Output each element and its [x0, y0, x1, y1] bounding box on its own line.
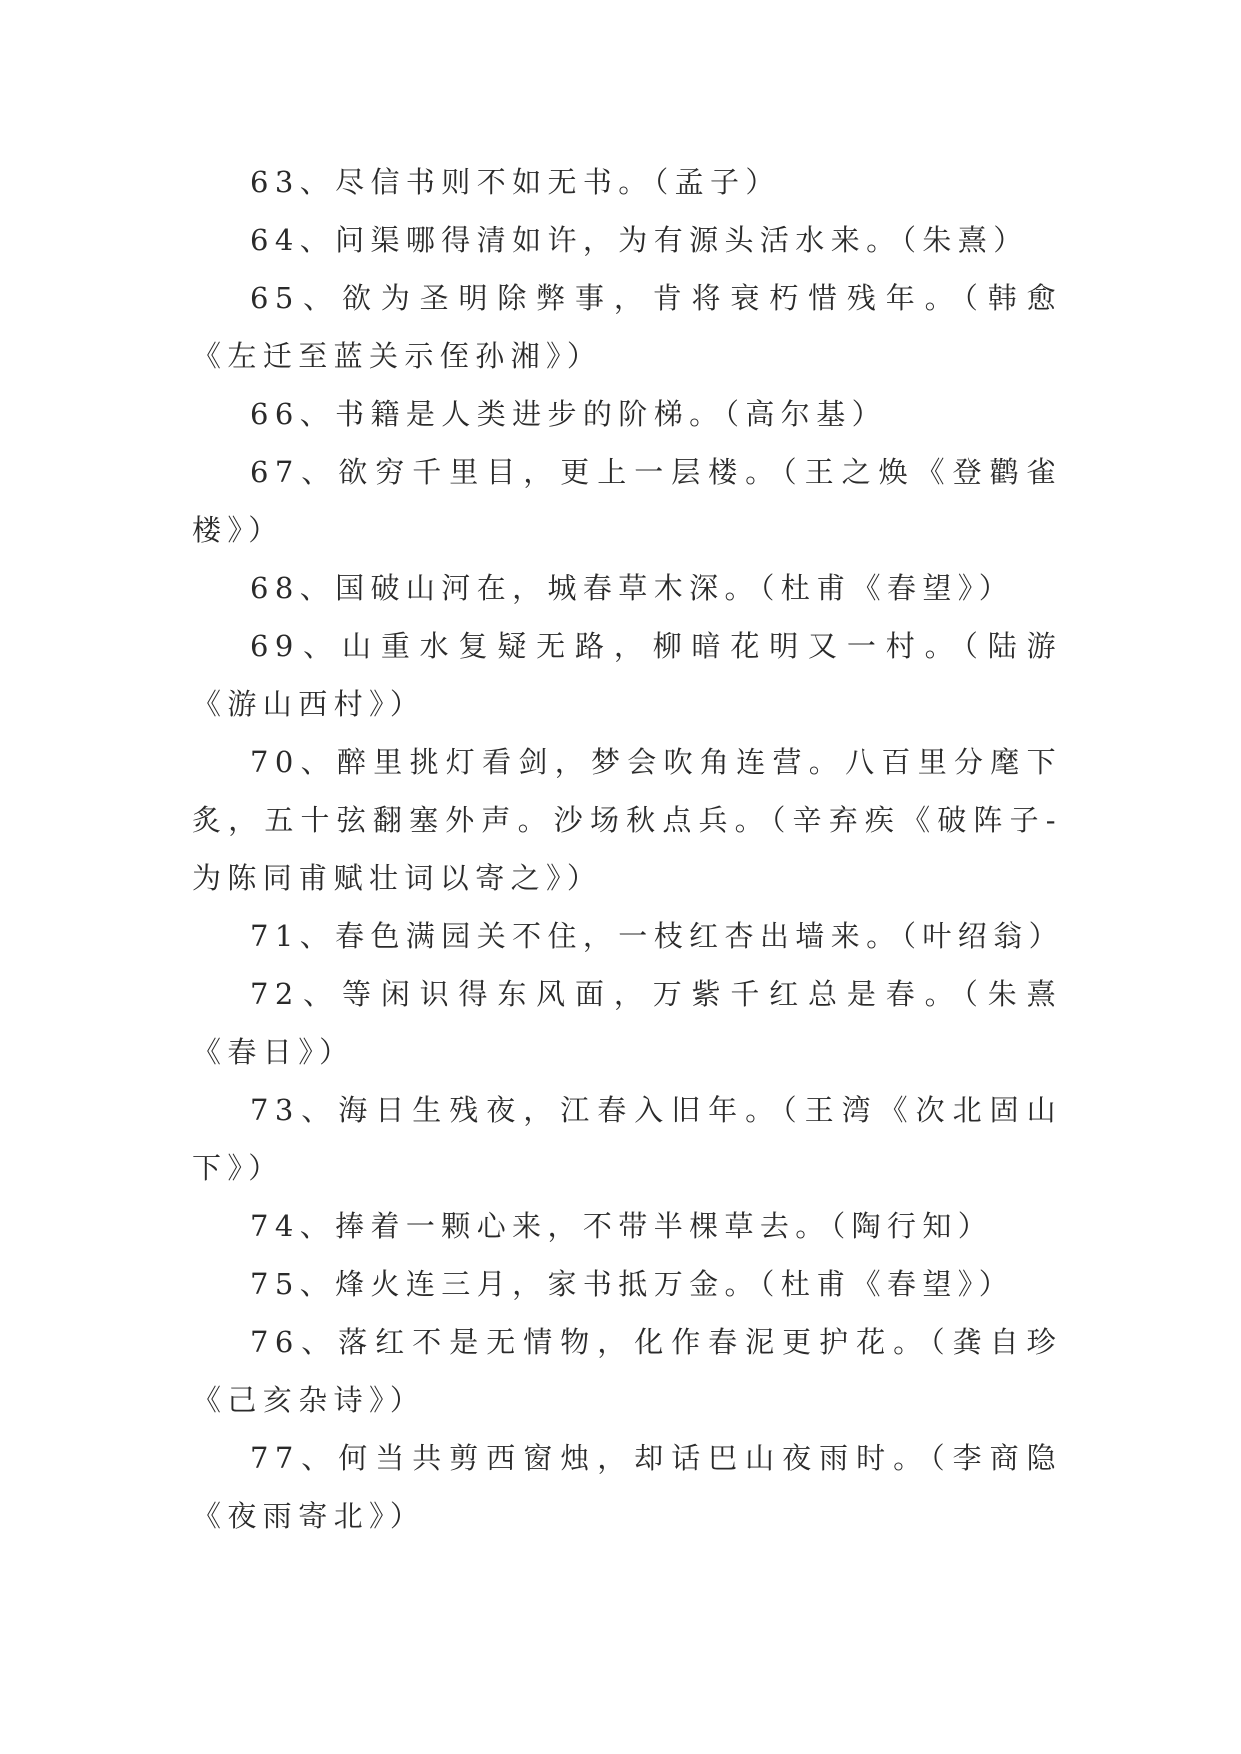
quote-item-63: 63、尽信书则不如无书。（孟子）: [250, 165, 781, 199]
quote-item-67: 67、欲穷千里目，更上一层楼。（王之焕《登鹳雀楼》）: [192, 455, 1062, 547]
quote-item-72: 72、等闲识得东风面，万紫千红总是春。（朱熹《春日》）: [192, 977, 1062, 1069]
quote-item-74: 74、捧着一颗心来，不带半棵草去。（陶行知）: [250, 1209, 994, 1243]
quote-item-73: 73、海日生残夜，江春入旧年。（王湾《次北固山下》）: [192, 1093, 1062, 1185]
quote-item-76: 76、落红不是无情物，化作春泥更护花。（龚自珍《己亥杂诗》）: [192, 1325, 1062, 1417]
quote-item-70: 70、醉里挑灯看剑，梦会吹角连营。八百里分麾下炙，五十弦翻塞外声。沙场秋点兵。（辛弃疾《破阵子-为陈同甫赋壮词以寄之》）: [192, 745, 1062, 895]
quote-item-75: 75、烽火连三月，家书抵万金。（杜甫《春望》）: [250, 1267, 1015, 1301]
quote-item-66: 66、书籍是人类进步的阶梯。（高尔基）: [250, 397, 888, 431]
quote-item-69: 69、山重水复疑无路，柳暗花明又一村。（陆游《游山西村》）: [192, 629, 1062, 721]
quote-item-65: 65、欲为圣明除弊事，肯将衰朽惜残年。（韩愈《左迁至蓝关示侄孙湘》）: [192, 281, 1062, 373]
quote-list: [192, 153, 1065, 1545]
quote-item-77: 77、何当共剪西窗烛，却话巴山夜雨时。（李商隐《夜雨寄北》）: [192, 1441, 1062, 1533]
quote-item-64: 64、问渠哪得清如许，为有源头活水来。（朱熹）: [250, 223, 1029, 257]
quote-item-71: 71、春色满园关不住，一枝红杏出墙来。（叶绍翁）: [250, 919, 1065, 953]
quote-item-68: 68、国破山河在，城春草木深。（杜甫《春望》）: [250, 571, 1015, 605]
